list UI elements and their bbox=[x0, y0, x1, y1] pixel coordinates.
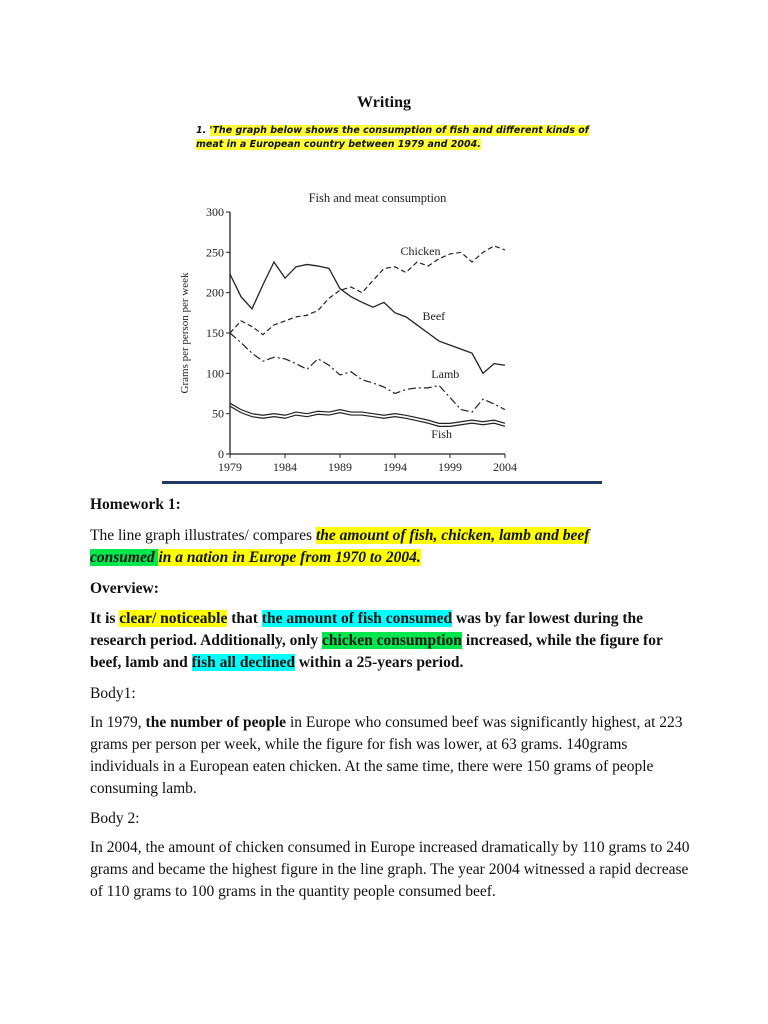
body1-bold: the number of people bbox=[145, 714, 287, 731]
intro-paragraph bbox=[90, 525, 690, 569]
y-tick-label: 200 bbox=[206, 285, 224, 300]
overview-text-2: that bbox=[227, 610, 262, 627]
body1-paragraph bbox=[90, 712, 690, 800]
task-prompt-text: 'The graph below shows the consumption of fish and different kinds of meat in a European country between 1979 and 2004. bbox=[196, 125, 589, 150]
series-line-fish bbox=[230, 403, 505, 423]
overview-text-1: It is bbox=[90, 610, 120, 627]
overview-highlight-1: clear/ noticeable bbox=[119, 610, 228, 627]
homework-heading: Homework 1: bbox=[90, 496, 181, 513]
overview-paragraph bbox=[90, 608, 690, 674]
intro-highlight: the amount of fish, chicken, lamb and beef bbox=[315, 527, 590, 544]
task-number: 1. bbox=[196, 125, 207, 136]
series-line-lamb bbox=[230, 333, 505, 412]
overview-highlight-4: fish all declined bbox=[191, 654, 295, 671]
intro-highlight-green: consumed bbox=[90, 549, 159, 566]
intro-highlight-end: in a nation in Europe from 1970 to 2004. bbox=[158, 549, 421, 566]
series-label-beef: Beef bbox=[422, 309, 446, 324]
task-prompt bbox=[196, 124, 616, 152]
body2-heading: Body 2: bbox=[90, 810, 140, 827]
y-tick-label: 100 bbox=[206, 366, 224, 381]
body2-paragraph: In 2004, the amount of chicken consumed in Europe increased dramatically by 110 grams to 240 grams and became the highest figure in the line graph. The year 2004 witnessed a rapid decrease of 110 grams to 100 grams in the quantity people consumed beef. bbox=[90, 839, 690, 900]
line-chart bbox=[160, 182, 530, 482]
series-line-fish-inner bbox=[230, 406, 505, 426]
x-tick-label: 2004 bbox=[493, 460, 517, 474]
overview-text-3: was by far lowest during the research period. Additionally, only bbox=[90, 610, 643, 649]
x-tick-label: 1999 bbox=[438, 460, 462, 474]
overview-text-5: within a 25-years period. bbox=[294, 654, 464, 671]
x-tick-label: 1989 bbox=[328, 460, 352, 474]
body1-heading: Body1: bbox=[90, 685, 136, 702]
series-label-chicken: Chicken bbox=[400, 243, 441, 258]
page-title: Writing bbox=[357, 94, 411, 111]
x-tick-label: 1994 bbox=[383, 460, 407, 474]
x-tick-label: 1984 bbox=[273, 460, 297, 474]
intro-text: The line graph illustrates/ compares bbox=[90, 527, 316, 544]
y-tick-label: 250 bbox=[206, 245, 224, 260]
x-tick-label: 1979 bbox=[218, 460, 242, 474]
y-tick-label: 150 bbox=[206, 326, 224, 340]
body1-text-2: in Europe who consumed beef was significantly highest, at 223 grams per person per week, while the figure for fish was lower, at 63 grams. 140grams individuals in a European eaten chicken. At the same time, there were 150 grams of people consuming lamb. bbox=[90, 714, 683, 797]
chart-divider bbox=[162, 481, 602, 484]
series-line-beef bbox=[230, 262, 505, 373]
y-tick-label: 50 bbox=[212, 406, 224, 421]
y-tick-label: 0 bbox=[218, 447, 224, 461]
body1-text-1: In 1979, bbox=[90, 714, 146, 731]
overview-heading: Overview: bbox=[90, 580, 159, 597]
series-label-fish: Fish bbox=[431, 426, 452, 441]
y-axis-label: Grams per person per week bbox=[179, 272, 191, 394]
overview-highlight-2: the amount of fish consumed bbox=[261, 610, 453, 627]
chart-title: Fish and meat consumption bbox=[308, 191, 447, 205]
overview-text-4: increased, while the figure for beef, lamb and bbox=[90, 632, 663, 671]
y-tick-label: 300 bbox=[206, 205, 224, 219]
series-line-chicken bbox=[230, 243, 505, 335]
overview-highlight-3: chicken consumption bbox=[321, 632, 462, 649]
series-label-lamb: Lamb bbox=[431, 367, 460, 382]
